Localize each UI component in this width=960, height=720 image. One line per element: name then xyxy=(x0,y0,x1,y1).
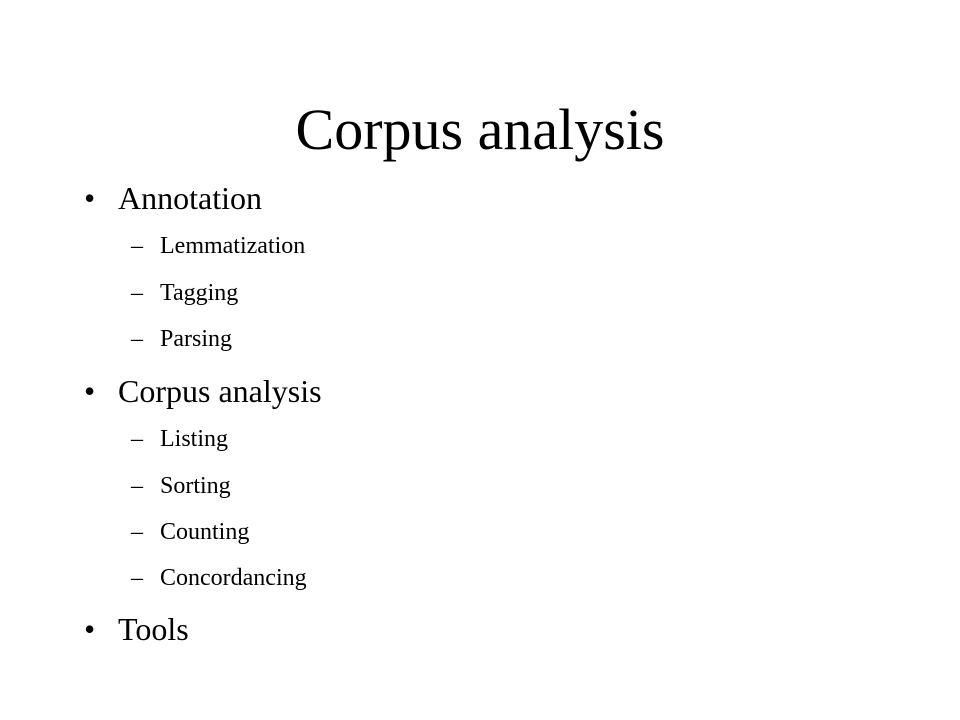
sub-item-tagging xyxy=(131,278,531,308)
bullet-marker: • xyxy=(84,373,96,409)
bullet-corpus-analysis xyxy=(84,371,484,411)
sub-item-concordancing xyxy=(131,563,531,593)
sub-item-label: Sorting xyxy=(160,473,231,499)
bullet-label: Tools xyxy=(118,611,189,647)
bullet-tools xyxy=(84,609,484,649)
slide-title: Corpus analysis xyxy=(295,97,665,162)
sub-marker: – xyxy=(131,473,143,499)
sub-item-label: Tagging xyxy=(160,280,239,306)
sub-item-counting xyxy=(131,517,531,547)
bullet-annotation xyxy=(84,178,484,218)
sub-item-sorting xyxy=(131,471,531,501)
bullet-label: Corpus analysis xyxy=(118,373,322,409)
sub-marker: – xyxy=(131,565,143,591)
sub-marker: – xyxy=(131,280,143,306)
sub-item-lemmatization xyxy=(131,231,531,261)
bullet-label: Annotation xyxy=(118,180,262,216)
sub-item-label: Concordancing xyxy=(160,565,307,591)
sub-marker: – xyxy=(131,519,143,545)
sub-marker: – xyxy=(131,426,143,452)
sub-item-label: Counting xyxy=(160,519,250,545)
sub-marker: – xyxy=(131,326,143,352)
sub-item-listing xyxy=(131,424,531,454)
sub-item-label: Lemmatization xyxy=(160,233,306,259)
sub-marker: – xyxy=(131,233,143,259)
sub-item-label: Parsing xyxy=(160,326,232,352)
sub-item-label: Listing xyxy=(160,426,229,452)
bullet-marker: • xyxy=(84,611,96,647)
sub-item-parsing xyxy=(131,324,531,354)
bullet-marker: • xyxy=(84,180,96,216)
